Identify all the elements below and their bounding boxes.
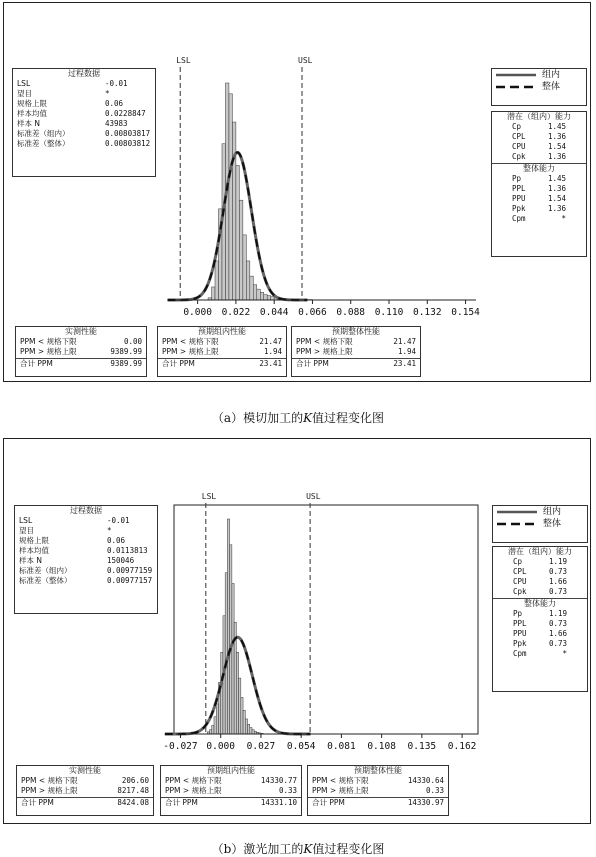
- perf-row: [17, 786, 153, 796]
- perf-value: 0.00: [124, 337, 142, 347]
- process-data-key: LSL: [19, 516, 107, 526]
- perf-value: 0.33: [279, 786, 297, 796]
- within-line-icon: [496, 72, 536, 78]
- process-data-key: 标准差（组内）: [19, 566, 107, 576]
- x-tick-label: 0.081: [327, 741, 356, 752]
- process-data-key: 望目: [17, 89, 105, 99]
- capability-key: Ppk: [513, 639, 537, 649]
- perf-value: 8424.08: [117, 798, 149, 808]
- process-data-value: 0.00803812: [105, 139, 150, 149]
- histogram-bar: [210, 730, 212, 734]
- perf-value: 8217.48: [117, 786, 149, 796]
- process-data-key: 样本 N: [19, 556, 107, 566]
- capability-value: 0.73: [537, 639, 567, 649]
- panel-b: [0, 430, 596, 856]
- panel-b-legend: [492, 505, 588, 543]
- process-data-row: [13, 79, 155, 89]
- capability-row: [492, 132, 586, 142]
- histogram-bar: [212, 287, 215, 300]
- histogram-bar: [221, 652, 223, 734]
- lsl-label: LSL: [202, 492, 217, 501]
- capability-key: Cpm: [512, 214, 536, 224]
- within-capability-rows: [493, 557, 587, 597]
- process-data-value: *: [105, 89, 110, 99]
- perf-value: 9389.99: [110, 347, 142, 357]
- histogram-bar: [236, 165, 239, 300]
- capability-row: [493, 557, 587, 567]
- panel-a-legend: [491, 68, 587, 106]
- histogram-bar: [216, 704, 218, 734]
- overall-capability-rows: [493, 609, 587, 659]
- perf-row: [158, 347, 286, 357]
- capability-key: CPU: [512, 142, 536, 152]
- process-data-key: 标准差（整体）: [19, 576, 107, 586]
- histogram-bar: [264, 295, 267, 300]
- panel-b-perf-observed: [16, 765, 154, 816]
- capability-value: 1.19: [537, 609, 567, 619]
- x-tick-label: 0.108: [367, 741, 396, 752]
- perf-key: PPM < 规格下限: [312, 776, 369, 786]
- capability-value: 0.73: [537, 587, 567, 597]
- capability-key: PPU: [513, 629, 537, 639]
- overall-dash-line-icon: [497, 521, 537, 527]
- process-data-value: -0.01: [105, 79, 128, 89]
- histogram-bar: [225, 573, 227, 734]
- process-data-row: [15, 516, 157, 526]
- panel-a-perf-overall: [291, 326, 421, 377]
- within-capability-title: 潜在（组内）能力: [493, 547, 587, 557]
- perf-row: [16, 337, 146, 347]
- legend-overall: 整体: [493, 518, 587, 530]
- perf-key: 合计 PPM: [20, 359, 53, 369]
- histogram-bar: [227, 519, 229, 734]
- perf-row: [292, 359, 420, 369]
- capability-value: 1.45: [536, 174, 566, 184]
- capability-value: 1.54: [536, 142, 566, 152]
- perf-key: PPM > 规格上限: [21, 786, 78, 796]
- perf-key: 合计 PPM: [296, 359, 329, 369]
- perf-value: 23.41: [393, 359, 416, 369]
- panel-a-caption: （a）模切加工的K值过程变化图: [0, 409, 596, 426]
- perf-row: [158, 337, 286, 347]
- histogram-bar: [215, 261, 218, 300]
- histogram-bar: [239, 678, 241, 734]
- histogram-bar: [243, 710, 245, 734]
- perf-key: PPM > 规格上限: [162, 347, 219, 357]
- capability-value: 1.36: [536, 184, 566, 194]
- capability-row: [493, 639, 587, 649]
- perf-value: 14330.64: [408, 776, 444, 786]
- panel-a-frame: [3, 2, 591, 382]
- capability-key: CPU: [513, 577, 537, 587]
- perf-row: [17, 776, 153, 786]
- perf-row: [308, 786, 448, 796]
- histogram-bar: [257, 289, 260, 300]
- perf-key: PPM < 规格下限: [165, 776, 222, 786]
- perf-row: [158, 359, 286, 369]
- perf-value: 9389.99: [110, 359, 142, 369]
- histogram-bar: [267, 296, 270, 300]
- perf-key: PPM > 规格上限: [165, 786, 222, 796]
- process-data-value: 0.06: [107, 536, 125, 546]
- x-tick-label: 0.066: [298, 307, 327, 318]
- process-data-key: LSL: [17, 79, 105, 89]
- perf-value: 1.94: [398, 347, 416, 357]
- histogram-bar: [230, 545, 232, 734]
- capability-value: *: [537, 649, 567, 659]
- panel-b-capability: [492, 546, 588, 692]
- perf-title: 预期组内性能: [158, 327, 286, 337]
- process-data-rows: [13, 79, 155, 149]
- capability-key: Cpk: [512, 152, 536, 162]
- capability-row: [492, 152, 586, 162]
- overall-dash-line-icon: [496, 84, 536, 90]
- perf-row: [161, 786, 301, 796]
- capability-key: PPL: [513, 619, 537, 629]
- capability-row: [493, 619, 587, 629]
- capability-value: 1.66: [537, 629, 567, 639]
- process-data-value: *: [107, 526, 112, 536]
- capability-value: 1.36: [536, 204, 566, 214]
- capability-row: [492, 122, 586, 132]
- perf-title: 预期组内性能: [161, 766, 301, 776]
- capability-key: Pp: [513, 609, 537, 619]
- perf-key: PPM > 规格上限: [312, 786, 369, 796]
- perf-key: 合计 PPM: [165, 798, 198, 808]
- capability-row: [492, 142, 586, 152]
- perf-value: 206.60: [122, 776, 149, 786]
- process-data-row: [15, 546, 157, 556]
- perf-row: [308, 798, 448, 808]
- histogram-bar: [253, 285, 256, 300]
- legend-within: 组内: [492, 69, 586, 81]
- perf-key: PPM < 规格下限: [296, 337, 353, 347]
- capability-value: 0.73: [537, 567, 567, 577]
- process-data-row: [15, 536, 157, 546]
- panel-b-caption: （b）激光加工的K值过程变化图: [0, 840, 596, 857]
- capability-key: PPL: [512, 184, 536, 194]
- perf-value: 14330.77: [261, 776, 297, 786]
- within-capability-rows: [492, 122, 586, 162]
- process-data-key: 样本 N: [17, 119, 105, 129]
- perf-title: 预期整体性能: [292, 327, 420, 337]
- process-data-title: 过程数据: [13, 69, 155, 79]
- panel-a-perf-observed: [15, 326, 147, 377]
- histogram-bar: [239, 200, 242, 300]
- capability-key: CPL: [512, 132, 536, 142]
- x-tick-label: 0.054: [287, 741, 316, 752]
- process-data-row: [15, 576, 157, 586]
- legend-within: 组内: [493, 506, 587, 518]
- perf-row: [308, 776, 448, 786]
- perf-value: 14331.10: [261, 798, 297, 808]
- perf-row: [16, 347, 146, 357]
- histogram-bar: [241, 697, 243, 734]
- process-data-key: 标准差（整体）: [17, 139, 105, 149]
- perf-key: 合计 PPM: [162, 359, 195, 369]
- panel-a-perf-within: [157, 326, 287, 377]
- process-data-key: 规格上限: [19, 536, 107, 546]
- histogram-bar: [245, 719, 247, 734]
- perf-key: 合计 PPM: [312, 798, 345, 808]
- x-tick-label: 0.135: [408, 741, 437, 752]
- process-data-value: 0.00977159: [107, 566, 152, 576]
- perf-value: 21.47: [259, 337, 282, 347]
- process-data-row: [13, 89, 155, 99]
- process-data-rows: [15, 516, 157, 586]
- panel-a-process-data: [12, 68, 156, 177]
- capability-row: [493, 577, 587, 587]
- perf-value: 1.94: [264, 347, 282, 357]
- capability-value: 1.36: [536, 152, 566, 162]
- x-tick-label: 0.110: [375, 307, 404, 318]
- histogram-bar: [232, 584, 234, 735]
- capability-key: Cpm: [513, 649, 537, 659]
- process-data-row: [13, 139, 155, 149]
- within-line-icon: [497, 509, 537, 515]
- x-tick-label: 0.000: [206, 741, 235, 752]
- perf-value: 0.33: [426, 786, 444, 796]
- x-tick-label: 0.044: [260, 307, 289, 318]
- process-data-row: [13, 109, 155, 119]
- process-data-row: [15, 556, 157, 566]
- histogram-bar: [248, 724, 250, 734]
- capability-key: PPU: [512, 194, 536, 204]
- panel-b-perf-within: [160, 765, 302, 816]
- histogram-bar: [232, 122, 235, 300]
- panel-b-frame: [3, 438, 591, 824]
- capability-value: 1.54: [536, 194, 566, 204]
- process-data-value: -0.01: [107, 516, 130, 526]
- perf-row: [161, 798, 301, 808]
- process-data-row: [13, 129, 155, 139]
- x-tick-label: 0.022: [222, 307, 251, 318]
- perf-row: [292, 337, 420, 347]
- within-capability-title: 潜在（组内）能力: [492, 112, 586, 122]
- usl-label: USL: [306, 492, 321, 501]
- panel-b-perf-overall: [307, 765, 449, 816]
- perf-key: PPM < 规格下限: [21, 776, 78, 786]
- capability-value: 0.73: [537, 619, 567, 629]
- legend-overall: 整体: [492, 81, 586, 93]
- perf-key: PPM < 规格下限: [162, 337, 219, 347]
- process-data-row: [15, 566, 157, 576]
- x-tick-label: 0.027: [247, 741, 276, 752]
- panel-a-capability: [491, 111, 587, 257]
- process-data-row: [15, 526, 157, 536]
- perf-key: PPM < 规格下限: [20, 337, 77, 347]
- lsl-label: LSL: [176, 56, 191, 65]
- process-data-row: [13, 99, 155, 109]
- capability-row: [493, 609, 587, 619]
- capability-row: [493, 649, 587, 659]
- histogram-bar: [246, 261, 249, 300]
- histogram-bar: [236, 652, 238, 734]
- process-data-title: 过程数据: [15, 506, 157, 516]
- capability-value: 1.36: [536, 132, 566, 142]
- capability-row: [492, 174, 586, 184]
- perf-row: [292, 347, 420, 357]
- process-data-key: 样本均值: [17, 109, 105, 119]
- panel-b-process-data: [14, 505, 158, 614]
- capability-key: CPL: [513, 567, 537, 577]
- perf-title: 实测性能: [16, 327, 146, 337]
- histogram-bar: [250, 728, 252, 734]
- histogram-bar: [243, 235, 246, 300]
- capability-key: Cp: [512, 122, 536, 132]
- perf-row: [161, 776, 301, 786]
- process-data-value: 0.0113813: [107, 546, 148, 556]
- perf-value: 23.41: [259, 359, 282, 369]
- capability-key: Ppk: [512, 204, 536, 214]
- x-tick-label: -0.027: [163, 741, 197, 752]
- process-data-row: [13, 119, 155, 129]
- perf-title: 预期整体性能: [308, 766, 448, 776]
- process-data-key: 标准差（组内）: [17, 129, 105, 139]
- process-data-value: 0.0228847: [105, 109, 146, 119]
- capability-row: [492, 184, 586, 194]
- perf-key: PPM > 规格上限: [20, 347, 77, 357]
- histogram-bar: [260, 292, 263, 300]
- capability-value: 1.45: [536, 122, 566, 132]
- process-data-key: 样本均值: [19, 546, 107, 556]
- histogram-bar: [252, 730, 254, 734]
- overall-capability-title: 整体能力: [493, 599, 587, 609]
- perf-key: PPM > 规格上限: [296, 347, 353, 357]
- overall-capability-title: 整体能力: [492, 164, 586, 174]
- capability-row: [492, 214, 586, 224]
- x-tick-label: 0.132: [413, 307, 442, 318]
- perf-value: 14330.97: [408, 798, 444, 808]
- x-tick-label: 0.162: [448, 741, 477, 752]
- x-tick-label: 0.154: [451, 307, 480, 318]
- perf-row: [17, 798, 153, 808]
- overall-capability-rows: [492, 174, 586, 224]
- capability-value: *: [536, 214, 566, 224]
- process-data-key: 规格上限: [17, 99, 105, 109]
- process-data-key: 望目: [19, 526, 107, 536]
- capability-value: 1.19: [537, 557, 567, 567]
- capability-key: Pp: [512, 174, 536, 184]
- capability-key: Cpk: [513, 587, 537, 597]
- perf-value: 21.47: [393, 337, 416, 347]
- capability-row: [493, 567, 587, 577]
- x-tick-label: 0.000: [183, 307, 212, 318]
- capability-row: [492, 194, 586, 204]
- perf-row: [16, 359, 146, 369]
- x-tick-label: 0.088: [336, 307, 365, 318]
- process-data-value: 43983: [105, 119, 128, 129]
- capability-row: [492, 204, 586, 214]
- process-data-value: 0.00803817: [105, 129, 150, 139]
- capability-value: 1.66: [537, 577, 567, 587]
- capability-key: Cp: [513, 557, 537, 567]
- perf-title: 实测性能: [17, 766, 153, 776]
- histogram-bar: [250, 276, 253, 300]
- histogram-bar: [212, 725, 214, 734]
- process-data-value: 0.06: [105, 99, 123, 109]
- capability-row: [493, 629, 587, 639]
- process-data-value: 150046: [107, 556, 134, 566]
- histogram-bar: [229, 94, 232, 300]
- capability-row: [493, 587, 587, 597]
- process-data-value: 0.00977157: [107, 576, 152, 586]
- histogram-bar: [214, 717, 216, 734]
- perf-key: 合计 PPM: [21, 798, 54, 808]
- usl-label: USL: [298, 56, 313, 65]
